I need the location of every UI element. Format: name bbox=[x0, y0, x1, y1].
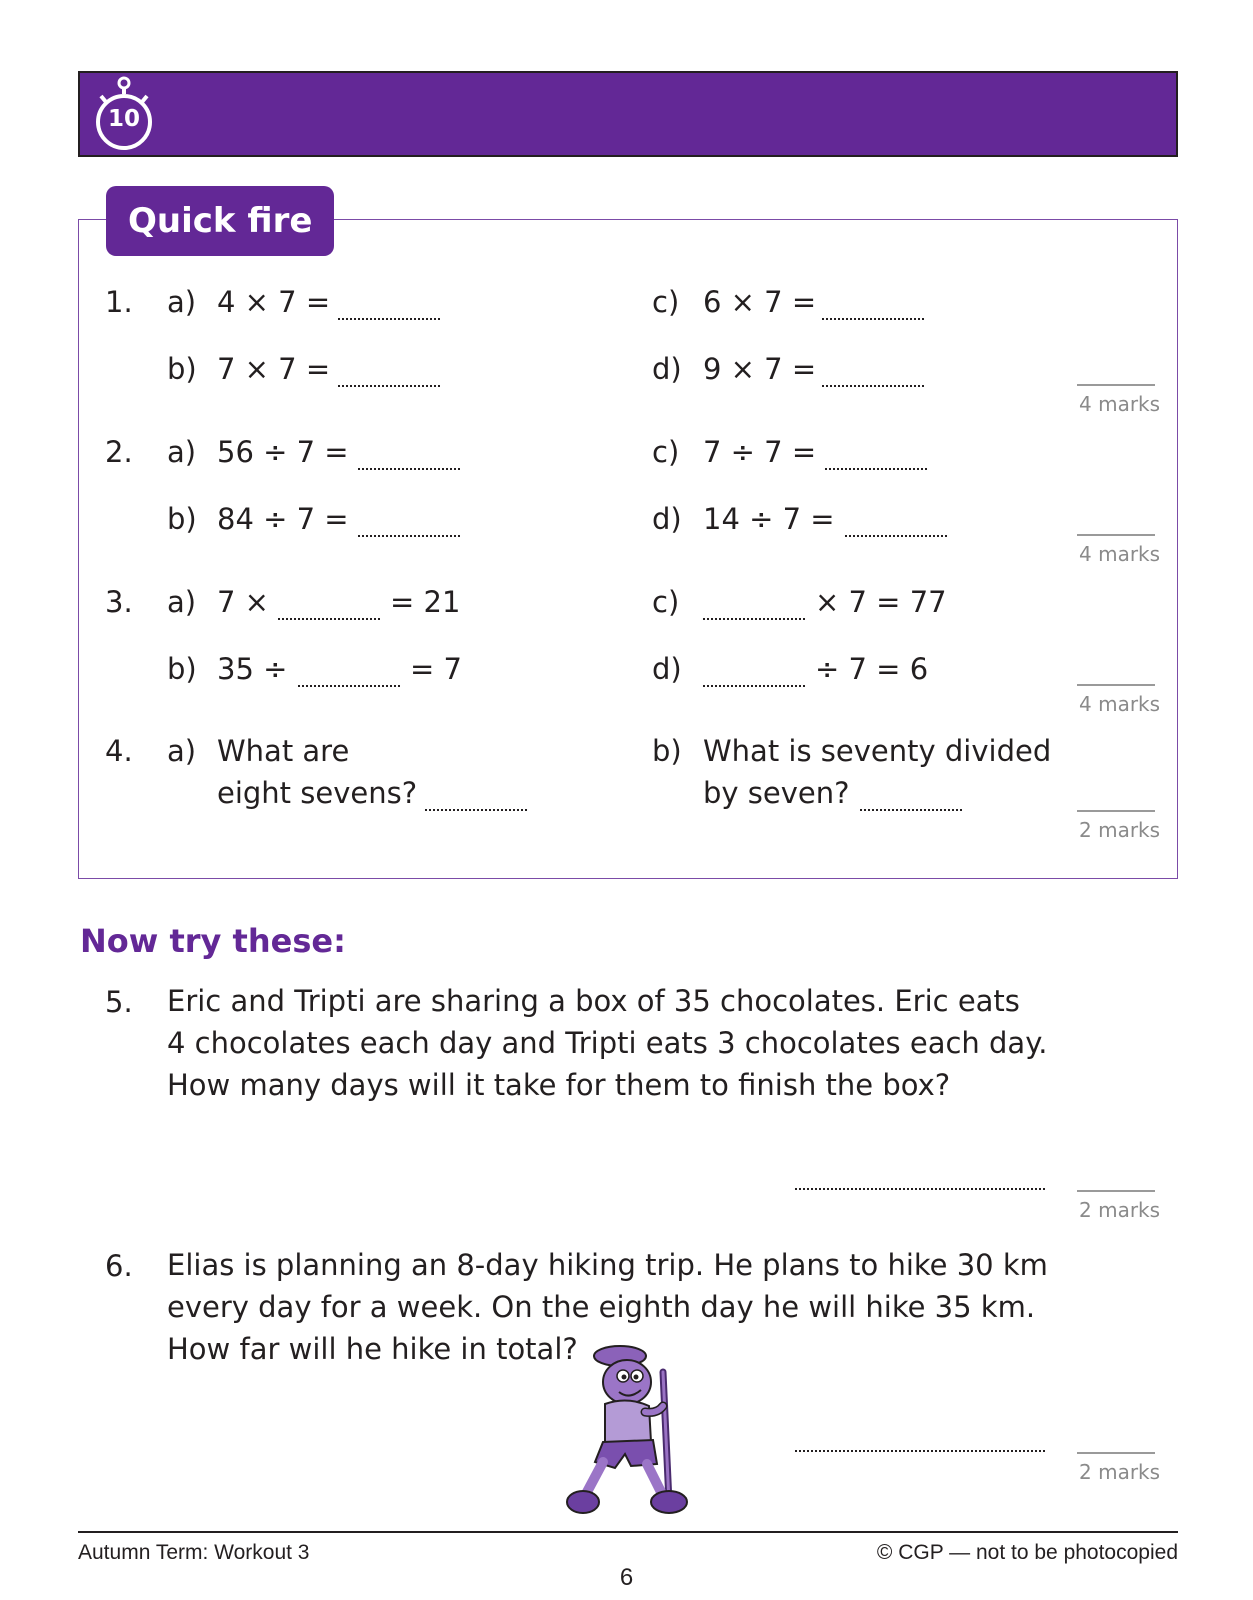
answer-line[interactable] bbox=[795, 1188, 1045, 1190]
question-text: = 7 bbox=[410, 652, 462, 686]
marks-label: 4 marks bbox=[1079, 542, 1161, 566]
part-label: c) bbox=[652, 585, 680, 619]
question-text: 6 × 7 = bbox=[703, 285, 817, 319]
answer-line[interactable] bbox=[860, 809, 962, 811]
part-label: c) bbox=[652, 435, 680, 469]
answer-line[interactable] bbox=[278, 618, 380, 620]
question-number: 1. bbox=[105, 285, 133, 319]
footer-right: © CGP — not to be photocopied bbox=[876, 1541, 1178, 1564]
question-text-line: every day for a week. On the eighth day he will hike 35 km. bbox=[167, 1290, 1036, 1324]
section-heading: Now try these: bbox=[80, 922, 346, 960]
part-label: c) bbox=[652, 285, 680, 319]
question-number: 5. bbox=[105, 985, 133, 1019]
page-title: Autumn Term: Workout 3 bbox=[274, 14, 979, 72]
question-text: 84 ÷ 7 = bbox=[217, 502, 349, 536]
answer-line[interactable] bbox=[358, 468, 460, 470]
answer-line[interactable] bbox=[703, 618, 805, 620]
quick-fire-tab: Quick fire bbox=[106, 186, 334, 256]
answer-line[interactable] bbox=[822, 385, 924, 387]
answer-line[interactable] bbox=[822, 318, 924, 320]
question-number: 3. bbox=[105, 585, 133, 619]
marks-label: 4 marks bbox=[1079, 692, 1161, 716]
question-text-line: How far will he hike in total? bbox=[167, 1332, 578, 1366]
marks-line bbox=[1077, 1190, 1155, 1192]
marks-line bbox=[1077, 684, 1155, 686]
answer-line[interactable] bbox=[298, 685, 400, 687]
part-label: a) bbox=[167, 285, 197, 319]
question-text: 7 × 7 = bbox=[217, 352, 331, 386]
part-label: b) bbox=[167, 652, 197, 686]
marks-label: 2 marks bbox=[1079, 818, 1161, 842]
question-text: 9 × 7 = bbox=[703, 352, 817, 386]
part-label: b) bbox=[167, 352, 197, 386]
question-number: 4. bbox=[105, 734, 133, 768]
marks-line bbox=[1077, 534, 1155, 536]
marks-label: 2 marks bbox=[1079, 1198, 1161, 1222]
footer-divider bbox=[78, 1531, 1178, 1533]
question-number: 6. bbox=[105, 1249, 133, 1283]
question-text: 56 ÷ 7 = bbox=[217, 435, 349, 469]
marks-line bbox=[1077, 810, 1155, 812]
part-label: d) bbox=[652, 502, 682, 536]
hiker-illustration bbox=[565, 1342, 705, 1520]
part-label: d) bbox=[652, 652, 682, 686]
question-text: = 21 bbox=[390, 585, 461, 619]
question-text: 7 × bbox=[217, 585, 269, 619]
answer-line[interactable] bbox=[795, 1450, 1045, 1452]
question-text: ÷ 7 = 6 bbox=[815, 652, 929, 686]
marks-label: 4 marks bbox=[1079, 392, 1161, 416]
page-number: 6 bbox=[619, 1564, 634, 1591]
footer-left: Autumn Term: Workout 3 bbox=[78, 1541, 310, 1564]
marks-label: 2 marks bbox=[1079, 1460, 1161, 1484]
answer-line[interactable] bbox=[338, 318, 440, 320]
part-label: a) bbox=[167, 734, 197, 768]
answer-line[interactable] bbox=[358, 535, 460, 537]
timer-label: 10 bbox=[107, 106, 140, 132]
question-text: 35 ÷ bbox=[217, 652, 288, 686]
answer-line[interactable] bbox=[845, 535, 947, 537]
marks-line bbox=[1077, 384, 1155, 386]
question-text: 7 ÷ 7 = bbox=[703, 435, 817, 469]
answer-line[interactable] bbox=[425, 809, 527, 811]
part-label: b) bbox=[167, 502, 197, 536]
part-label: d) bbox=[652, 352, 682, 386]
question-text: What is seventy divided bbox=[703, 734, 1052, 768]
question-text: by seven? bbox=[703, 776, 850, 810]
question-text-line: 4 chocolates each day and Tripti eats 3 chocolates each day. bbox=[167, 1026, 1048, 1060]
question-text-line: Eric and Tripti are sharing a box of 35 chocolates. Eric eats bbox=[167, 984, 1020, 1018]
question-text: What are bbox=[217, 734, 350, 768]
question-text-line: Elias is planning an 8-day hiking trip. He plans to hike 30 km bbox=[167, 1248, 1048, 1282]
answer-line[interactable] bbox=[703, 685, 805, 687]
question-text: 14 ÷ 7 = bbox=[703, 502, 835, 536]
question-number: 2. bbox=[105, 435, 133, 469]
part-label: a) bbox=[167, 435, 197, 469]
question-text: eight sevens? bbox=[217, 776, 418, 810]
part-label: a) bbox=[167, 585, 197, 619]
answer-line[interactable] bbox=[825, 468, 927, 470]
question-text: 4 × 7 = bbox=[217, 285, 331, 319]
question-text-line: How many days will it take for them to finish the box? bbox=[167, 1068, 951, 1102]
question-text: × 7 = 77 bbox=[815, 585, 947, 619]
marks-line bbox=[1077, 1452, 1155, 1454]
part-label: b) bbox=[652, 734, 682, 768]
answer-line[interactable] bbox=[338, 385, 440, 387]
